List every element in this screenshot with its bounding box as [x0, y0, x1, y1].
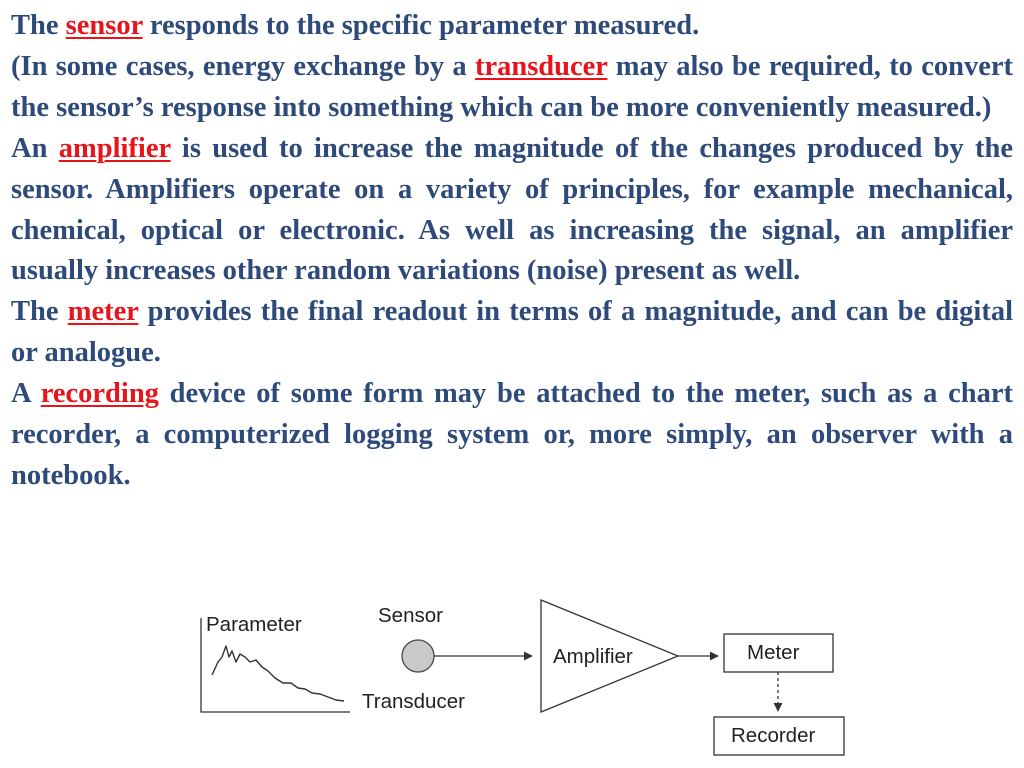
- sensor-circle: [402, 640, 434, 672]
- text-run: The: [11, 10, 66, 41]
- transducer-label: Transducer: [362, 690, 465, 713]
- text-run: provides the final readout in terms of a magnitude, and can be digital or analogue.: [11, 296, 1013, 369]
- keyword-recording: recording: [40, 378, 159, 410]
- amplifier-label: Amplifier: [553, 645, 633, 668]
- parameter-curve: [212, 646, 344, 701]
- parameter-plot: [201, 613, 350, 712]
- parameter-label: Parameter: [206, 613, 302, 636]
- keyword-transducer: transducer: [474, 50, 608, 82]
- text-run: may also be required, to convert the sensor’s response into something which can be more conveniently measured.): [11, 50, 1013, 123]
- keyword-sensor: sensor: [65, 10, 143, 41]
- sensor-label: Sensor: [378, 604, 443, 627]
- text-run: An: [11, 132, 59, 164]
- meter-label: Meter: [747, 641, 800, 664]
- text-run: A: [11, 378, 41, 410]
- text-run: device of some form may be attached to the meter, such as a chart recorder, a computerized logging system or, more simply, an observer with a notebook.: [11, 378, 1013, 491]
- recorder-label: Recorder: [731, 724, 816, 747]
- text-run: responds to the specific parameter measured.: [142, 10, 700, 41]
- text-run: (In some cases, energy exchange by a: [11, 50, 475, 82]
- keyword-meter: meter: [67, 296, 139, 328]
- text-run: The: [11, 296, 68, 328]
- keyword-amplifier: amplifier: [58, 132, 171, 164]
- text-run: is used to increase the magnitude of the changes produced by the sensor. Amplifiers operate on a variety of principles, for example mechanical, chemical, optical or electronic. As well as increasing the signal, an amplifier usually increases other random variations (noise) present as well.: [11, 132, 1013, 287]
